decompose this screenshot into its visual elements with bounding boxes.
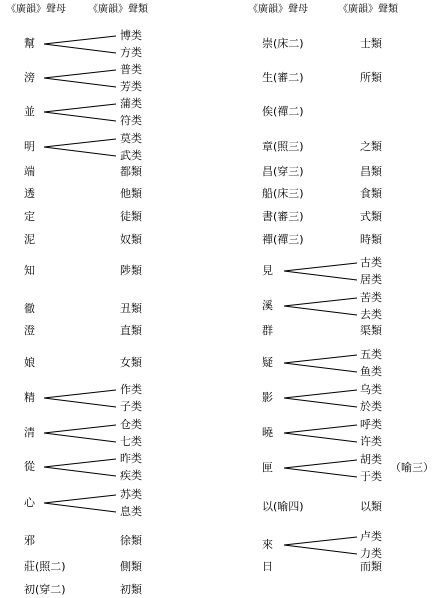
left-initial-label: 知 (24, 264, 35, 277)
header-right-initial: 《廣韻》聲母 (248, 4, 308, 15)
left-class-label: 苏类 (120, 488, 142, 501)
left-initial-label: 心 (24, 496, 35, 509)
left-connector-line (44, 104, 116, 112)
right-class-label: 渠類 (360, 324, 382, 337)
right-class-label: 于类 (360, 470, 382, 483)
left-initial-label: 莊(照二) (24, 560, 66, 573)
right-connector-line (284, 306, 357, 315)
right-class-label: 居类 (360, 273, 382, 286)
right-initial-label: 溪 (262, 299, 273, 312)
right-class-label: 食類 (360, 187, 382, 200)
right-class-label: 之類 (360, 140, 382, 153)
right-initial-label: 書(審三) (262, 210, 304, 223)
right-class-label: 鱼类 (360, 365, 382, 378)
left-class-label: 息类 (120, 505, 142, 518)
left-connector-line (44, 503, 116, 512)
right-initial-label: 曉 (262, 426, 273, 439)
right-connector-line (284, 271, 357, 280)
right-connector-line (284, 298, 357, 306)
left-class-label: 他類 (120, 187, 142, 200)
right-connector-line (284, 460, 357, 468)
left-class-label: 奴類 (120, 233, 142, 246)
right-class-label: 古类 (360, 256, 382, 269)
right-class-label: 卢类 (360, 530, 382, 543)
left-initial-label: 精 (24, 391, 35, 404)
right-class-label: 士類 (360, 37, 382, 50)
left-initial-label: 泥 (24, 233, 35, 246)
left-initial-label: 澄 (24, 324, 35, 337)
right-connector-line (284, 425, 357, 433)
left-initial-label: 娘 (24, 356, 35, 369)
left-class-label: 七类 (120, 435, 142, 448)
right-initial-label: 昌(穿三) (262, 165, 304, 178)
right-initial-label: 以(喻四) (262, 500, 304, 513)
left-class-label: 博类 (120, 29, 142, 42)
right-class-note: （喻三） (390, 461, 434, 474)
right-initial-label: 章(照三) (262, 140, 304, 153)
left-class-label: 莫类 (120, 132, 142, 145)
left-initial-label: 邪 (24, 534, 35, 547)
left-initial-label: 滂 (24, 71, 35, 84)
left-class-label: 側類 (120, 560, 142, 573)
right-connector-line (284, 363, 357, 372)
right-connector-line (284, 398, 357, 407)
right-class-label: 所類 (360, 71, 382, 84)
left-class-label: 子类 (120, 400, 142, 413)
left-initial-label: 定 (24, 210, 35, 223)
left-class-label: 女類 (120, 356, 142, 369)
left-class-label: 仓类 (120, 418, 142, 431)
left-class-label: 蒲类 (120, 97, 142, 110)
right-initial-label: 匣 (262, 461, 273, 474)
left-connector-line (44, 425, 116, 433)
right-class-label: 许类 (360, 435, 382, 448)
left-class-label: 方类 (120, 46, 142, 59)
left-class-label: 初類 (120, 583, 142, 596)
left-initial-label: 清 (24, 426, 35, 439)
right-initial-label: 疑 (262, 356, 273, 369)
right-connector-line (284, 537, 357, 545)
left-class-label: 徐類 (120, 534, 142, 547)
header-left-initial: 《廣韻》聲母 (6, 4, 66, 15)
left-connector-line (44, 139, 116, 147)
right-class-label: 呼类 (360, 418, 382, 431)
right-initial-label: 日 (262, 560, 273, 573)
right-class-label: 苦类 (360, 291, 382, 304)
right-connector-line (284, 433, 357, 442)
right-connector-line (284, 355, 357, 363)
right-connector-line (284, 390, 357, 398)
right-class-label: 而類 (360, 560, 382, 573)
right-class-label: 力类 (360, 547, 382, 560)
left-connector-line (44, 467, 116, 476)
left-connector-line (44, 495, 116, 503)
left-initial-label: 明 (24, 140, 35, 153)
left-class-label: 符类 (120, 114, 142, 127)
left-connector-line (44, 78, 116, 87)
right-initial-label: 影 (262, 391, 273, 404)
left-connector-line (44, 44, 116, 53)
right-class-label: 去类 (360, 308, 382, 321)
left-class-label: 都類 (120, 165, 142, 178)
left-connector-line (44, 459, 116, 467)
right-class-label: 乌类 (360, 383, 382, 396)
right-initial-label: 生(審二) (262, 71, 304, 84)
left-class-label: 普类 (120, 63, 142, 76)
left-initial-label: 徹 (24, 302, 35, 315)
header-left-class: 《廣韻》聲類 (88, 4, 148, 15)
left-class-label: 昨类 (120, 452, 142, 465)
left-connector-line (44, 112, 116, 121)
right-initial-label: 崇(床二) (262, 37, 304, 50)
left-class-label: 直類 (120, 324, 142, 337)
left-initial-label: 端 (24, 165, 35, 178)
right-connector-line (284, 263, 357, 271)
left-connector-line (44, 398, 116, 407)
right-initial-label: 禪(禪三) (262, 233, 304, 246)
right-class-label: 五类 (360, 348, 382, 361)
left-class-label: 芳类 (120, 80, 142, 93)
right-initial-label: 俟(禪二) (262, 105, 304, 118)
left-class-label: 疾类 (120, 469, 142, 482)
left-class-label: 丑類 (120, 302, 142, 315)
left-initial-label: 初(穿二) (24, 583, 66, 596)
left-class-label: 作类 (120, 383, 142, 396)
right-initial-label: 船(床三) (262, 187, 304, 200)
left-connector-line (44, 36, 116, 44)
header-right-class: 《廣韻》聲類 (338, 4, 398, 15)
right-class-label: 於类 (360, 400, 382, 413)
left-connector-line (44, 70, 116, 78)
left-class-label: 陟類 (120, 264, 142, 277)
left-connector-line (44, 390, 116, 398)
right-class-label: 時類 (360, 233, 382, 246)
right-class-label: 式類 (360, 210, 382, 223)
right-initial-label: 見 (262, 264, 273, 277)
right-class-label: 以類 (360, 500, 382, 513)
left-initial-label: 透 (24, 187, 35, 200)
right-initial-label: 群 (262, 324, 273, 337)
right-initial-label: 來 (262, 538, 273, 551)
left-initial-label: 並 (24, 105, 35, 118)
left-connector-line (44, 433, 116, 442)
left-class-label: 武类 (120, 149, 142, 162)
right-class-label: 胡类 (360, 453, 382, 466)
left-initial-label: 從 (24, 460, 35, 473)
left-initial-label: 幫 (24, 37, 35, 50)
right-connector-line (284, 545, 357, 554)
left-class-label: 徒類 (120, 210, 142, 223)
left-connector-line (44, 147, 116, 156)
right-class-label: 昌類 (360, 165, 382, 178)
right-connector-line (284, 468, 357, 477)
